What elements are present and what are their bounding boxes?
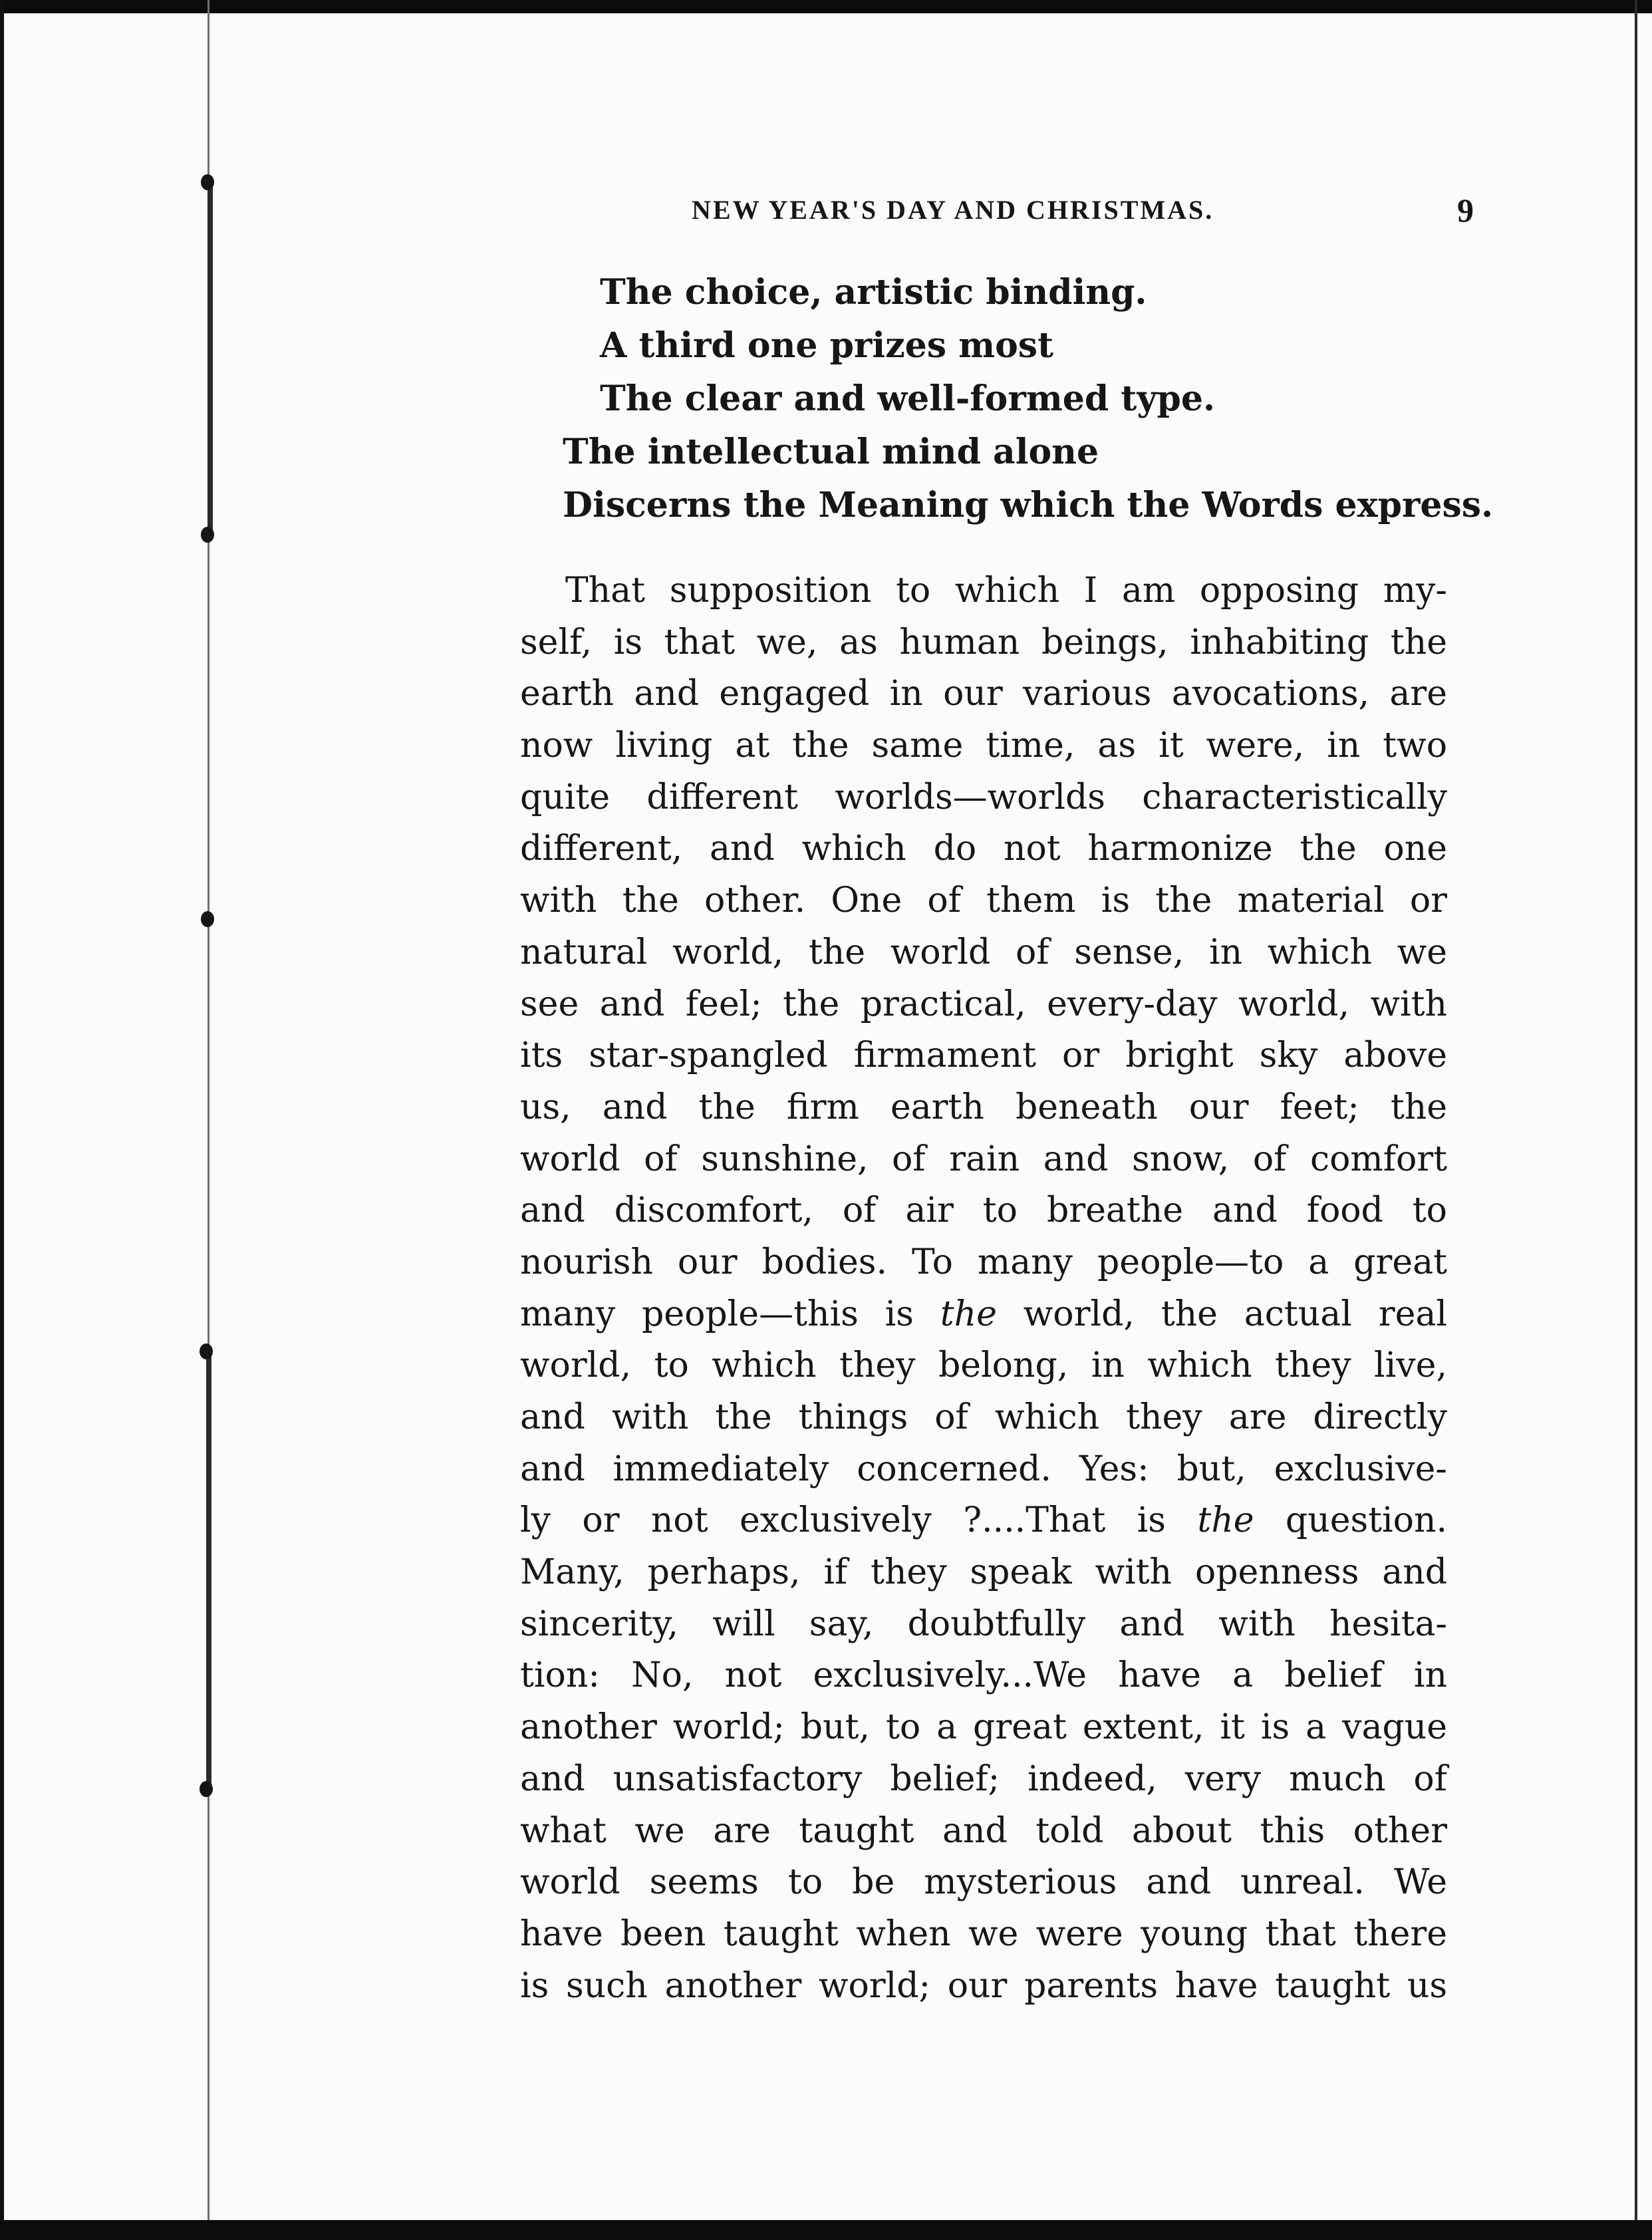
text-line: Many, perhaps, if they speak with openness and [520, 1552, 1447, 1593]
emphasis: the [913, 1294, 1024, 1334]
binding-knot [201, 911, 214, 927]
page-header [692, 190, 1474, 233]
text-line: what we are taught and told about this other [520, 1810, 1447, 1851]
top-scan-border [0, 0, 1652, 13]
verse-line: The choice, artistic binding. [600, 272, 1147, 313]
text-line: sincerity, will say, doubtfully and with hesita- [520, 1604, 1447, 1644]
text-line: earth and engaged in our various avocations, are [520, 674, 1447, 714]
binding-knot [201, 174, 214, 190]
text-line: is such another world; our parents have taught us [520, 1965, 1447, 2006]
text-line: different, and which do not harmonize the one [520, 829, 1447, 869]
text-line: ly or not exclusively ?....That is the question. [520, 1500, 1448, 1541]
binding-knot [201, 527, 214, 543]
text-line: now living at the same time, as it were, in two [520, 726, 1447, 766]
text-line: and with the things of which they are directly [520, 1397, 1447, 1437]
text-line: see and feel; the practical, every-day world, with [520, 984, 1447, 1024]
text-line: with the other. One of them is the material or [520, 881, 1447, 921]
text-line: another world; but, to a great extent, it is a vague [520, 1707, 1447, 1748]
text-line: many people—this is the world, the actual real [520, 1294, 1447, 1334]
text-line: its star-spangled firmament or bright sky above [520, 1036, 1447, 1076]
binding-knot [200, 1343, 213, 1359]
binding-knot [200, 1781, 213, 1797]
text-line: That supposition to which I am opposing my- [565, 571, 1447, 611]
emphasis: the [1165, 1500, 1286, 1541]
text-line: natural world, the world of sense, in which we [520, 932, 1447, 972]
verse-line: Discerns the Meaning which the Words express. [563, 485, 1494, 525]
verse-line: A third one prizes most [600, 325, 1054, 366]
text-line: nourish our bodies. To many people—to a great [520, 1242, 1447, 1282]
page-number: 9 [1457, 192, 1474, 229]
text-line: have been taught when we were young that there [520, 1913, 1447, 1954]
body-paragraph [520, 565, 1447, 2012]
text-line: world, to which they belong, in which they live, [520, 1345, 1447, 1386]
binding-thread-upper [207, 186, 213, 532]
binding-thread-lower [206, 1350, 211, 1789]
bottom-scan-border [0, 2220, 1652, 2240]
text-line: tion: No, not exclusively...We have a belief in [520, 1655, 1447, 1696]
text-line: world seems to be mysterious and unreal. We [520, 1862, 1447, 1903]
running-head: NEW YEAR'S DAY AND CHRISTMAS. [692, 195, 1214, 225]
right-scan-border [1635, 0, 1637, 2220]
verse-line: The intellectual mind alone [563, 432, 1099, 472]
text-line: self, is that we, as human beings, inhabiting the [520, 622, 1447, 662]
text-line: and discomfort, of air to breathe and food to [520, 1190, 1447, 1231]
text-line: world of sunshine, of rain and snow, of comfort [520, 1139, 1447, 1179]
left-scan-border [0, 0, 4, 2220]
verse-line: The clear and well-formed type. [600, 378, 1216, 419]
text-line: and immediately concerned. Yes: but, exclusive- [520, 1449, 1447, 1489]
text-line: quite different worlds—worlds characteristically [520, 777, 1447, 817]
text-line: and unsatisfactory belief; indeed, very much of [520, 1758, 1447, 1799]
text-line: us, and the firm earth beneath our feet; the [520, 1087, 1447, 1127]
